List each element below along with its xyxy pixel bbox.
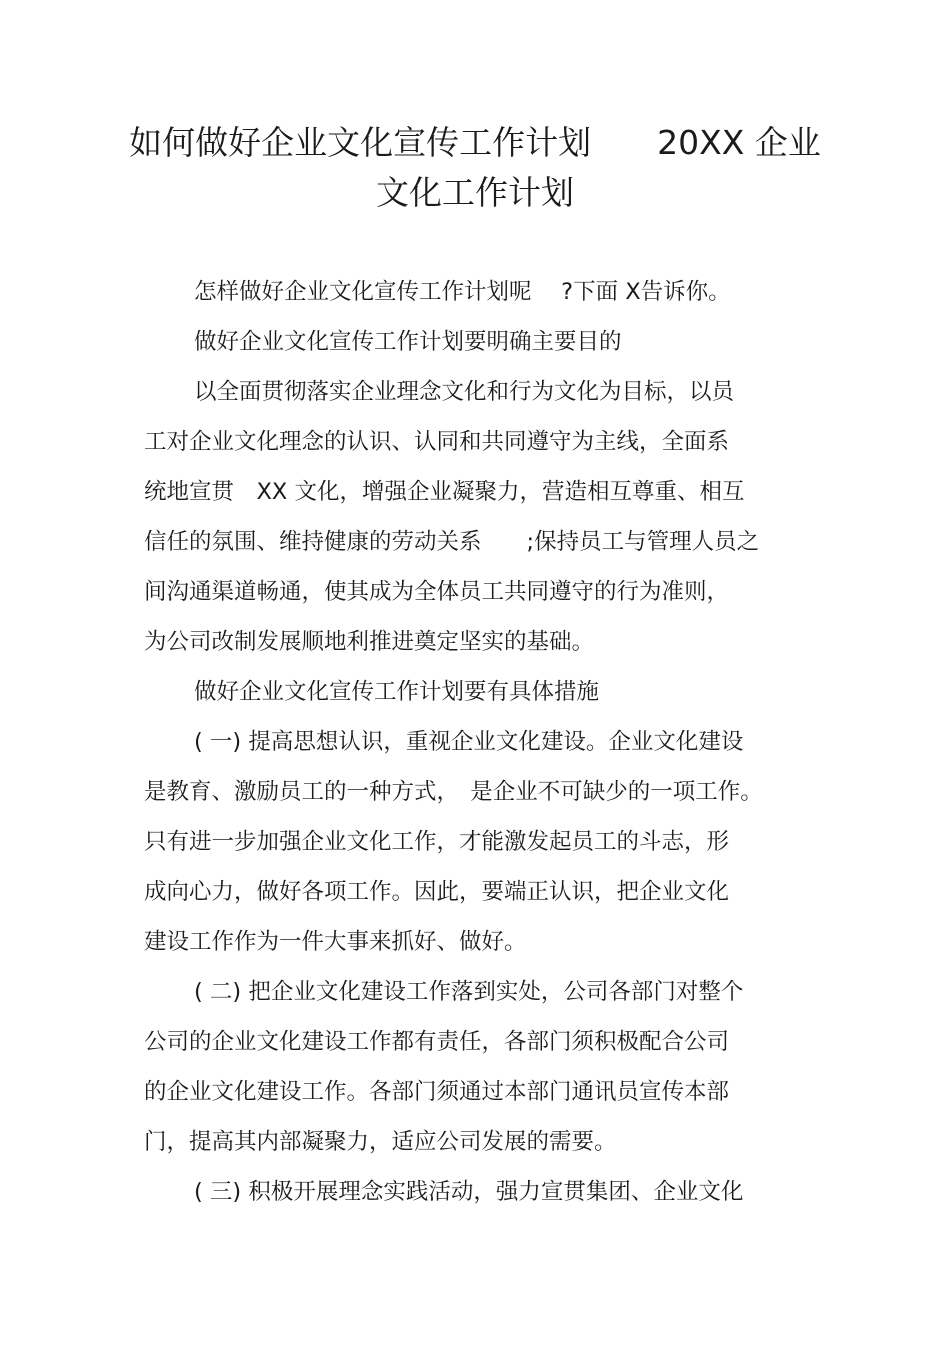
document-title-line-2: 文化工作计划	[376, 173, 574, 212]
body-line: 公司的企业文化建设工作都有责任，各部门须积极配合公司	[144, 1029, 730, 1055]
body-line: 做好企业文化宣传工作计划要有具体措施	[194, 679, 600, 705]
body-line: 统地宣贯 XX 文化，增强企业凝聚力，营造相互尊重、相互	[144, 479, 745, 505]
body-line: 的企业文化建设工作。各部门须通过本部门通讯员宣传本部	[144, 1079, 730, 1105]
body-line: 为公司改制发展顺地利推进奠定坚实的基础。	[144, 629, 595, 655]
body-line: 只有进一步加强企业文化工作，才能激发起员工的斗志，形	[144, 829, 730, 855]
body-line: ( 三) 积极开展理念实践活动，强力宣贯集团、企业文化	[194, 1179, 744, 1205]
body-line: 怎样做好企业文化宣传工作计划呢 ?下面 X告诉你。	[194, 279, 731, 305]
document-title-line-1: 如何做好企业文化宣传工作计划 20XX 企业	[129, 123, 821, 162]
body-line: 间沟通渠道畅通，使其成为全体员工共同遵守的行为准则，	[144, 579, 730, 605]
body-line: ( 一) 提高思想认识，重视企业文化建设。企业文化建设	[194, 729, 744, 755]
body-line: 信任的氛围、维持健康的劳动关系 ;保持员工与管理人员之	[144, 529, 760, 555]
body-line: 做好企业文化宣传工作计划要明确主要目的	[194, 329, 622, 355]
body-line: ( 二) 把企业文化建设工作落到实处，公司各部门对整个	[194, 979, 744, 1005]
body-line: 是教育、激励员工的一种方式， 是企业不可缺少的一项工作。	[144, 779, 763, 805]
body-line: 建设工作作为一件大事来抓好、做好。	[144, 929, 527, 955]
body-line: 成向心力，做好各项工作。因此，要端正认识，把企业文化	[144, 879, 730, 905]
body-line: 门，提高其内部凝聚力，适应公司发展的需要。	[144, 1129, 617, 1155]
body-line: 以全面贯彻落实企业理念文化和行为文化为目标，以员	[194, 379, 735, 405]
body-line: 工对企业文化理念的认识、认同和共同遵守为主线，全面系	[144, 429, 730, 455]
